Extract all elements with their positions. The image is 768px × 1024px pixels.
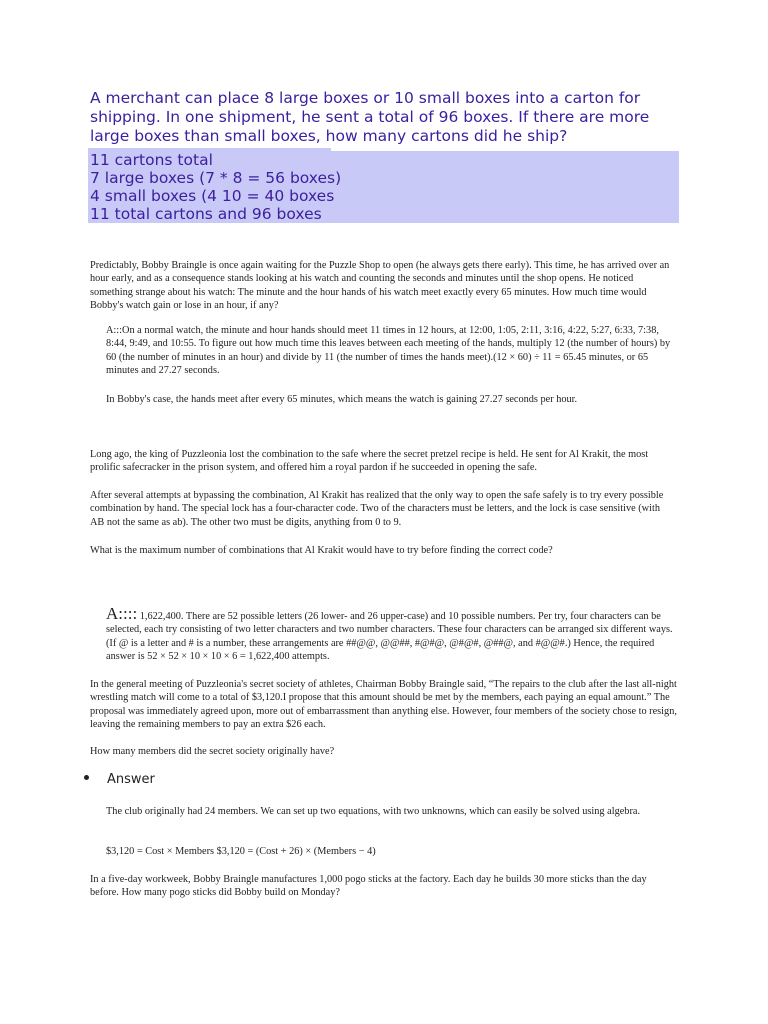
safe-answer-text: 1,622,400. There are 52 possible letters (26 lower- and 26 upper-case) and 10 possible numbers. Per try, four characters can be selected, each try consisting of two letter characters and two number characters. These four characters can be arranged six different ways. (If @ is a letter and # is a number, these arrangements are ##@@, @@##, #@#@, @#@#, @##@, and #@@#.) Hence, the required answer is 52 × 52 × 10 × 10 × 6 = 1,622,400 attempts. <box>106 611 673 662</box>
answer-line: 11 total cartons and 96 boxes <box>90 205 322 223</box>
pogo-question: In a five-day workweek, Bobby Braingle manufactures 1,000 pogo sticks at the factory. Each day he builds 30 more sticks than the day before. How many pogo sticks did Bobby build on Monday? <box>90 874 647 899</box>
club-answer: The club originally had 24 members. We can set up two equations, with two unknowns, which can easily be solved using algebra. <box>106 806 641 817</box>
answer-prefix: A:::: <box>106 604 138 623</box>
merchant-answer-box <box>88 151 679 223</box>
safe-answer <box>106 604 676 663</box>
watch-conclusion: In Bobby's case, the hands meet after every 65 minutes, which means the watch is gaining 27.27 seconds per hour. <box>106 394 578 405</box>
club-intro: In the general meeting of Puzzleonia's secret society of athletes, Chairman Bobby Braingle said, “The repairs to the club after the last all-night wrestling match will come to a total of $3,120.I propose that this amount should be met by the members, each paying an equal amount.” The proposal was immediately agreed upon, more out of embarrassment than anything else. However, four members of the society chose to resign, leaving the remaining members to pay an extra $26 each. <box>90 679 677 730</box>
safe-details: After several attempts at bypassing the combination, Al Krakit has realized that the only way to open the safe safely is to try every possible combination by hand. The special lock has a four-character code. Two of the characters must be letters, and the lock is case sensitive (with AB not the same as ab). The other two must be digits, anything from 0 to 9. <box>90 490 664 528</box>
club-question: How many members did the secret society originally have? <box>90 746 335 757</box>
safe-intro: Long ago, the king of Puzzleonia lost the combination to the safe where the secret pretzel recipe is held. He sent for Al Krakit, the most prolific safecracker in the prison system, and offered him a royal pardon if he succeeded in opening the safe. <box>90 449 649 474</box>
watch-question: Predictably, Bobby Braingle is once again waiting for the Puzzle Shop to open (he always gets there early). This time, he has arrived over an hour early, and as a consequence stands looking at his watch and counting the seconds and minutes until the shop opens. He noticed something strange about his watch: The minute and the hour hands of his watch meet exactly every 65 minutes. How much time would Bobby's watch gain or lose in an hour, if any? <box>90 260 670 311</box>
answer-line: 7 large boxes (7 * 8 = 56 boxes) <box>90 169 342 187</box>
merchant-question: A merchant can place 8 large boxes or 10 small boxes into a carton for shipping. In one shipment, he sent a total of 96 boxes. If there are more large boxes than small boxes, how many cartons did he ship? <box>90 89 650 145</box>
answer-bullet-label: Answer <box>107 772 155 787</box>
safe-question: What is the maximum number of combinations that Al Krakit would have to try before finding the correct code? <box>90 545 553 556</box>
answer-line: 11 cartons total <box>90 151 213 169</box>
bullet-dot-icon <box>84 775 89 780</box>
watch-answer: A:::On a normal watch, the minute and hour hands should meet 11 times in 12 hours, at 12:00, 1:05, 2:11, 3:16, 4:22, 5:27, 6:33, 7:38, 8:44, 9:49, and 10:55. To figure out how much time this leaves between each meeting of the hands, multiply 12 (the number of hours) by 60 (the number of minutes in an hour) and divide by 11 (the number of times the hands meet).(12 × 60) ÷ 11 = 65.45 minutes, or 65 minutes and 27.27 seconds. <box>106 325 671 376</box>
club-equation: $3,120 = Cost × Members $3,120 = (Cost + 26) × (Members − 4) <box>106 846 376 857</box>
answer-line: 4 small boxes (4 10 = 40 boxes <box>90 187 335 205</box>
